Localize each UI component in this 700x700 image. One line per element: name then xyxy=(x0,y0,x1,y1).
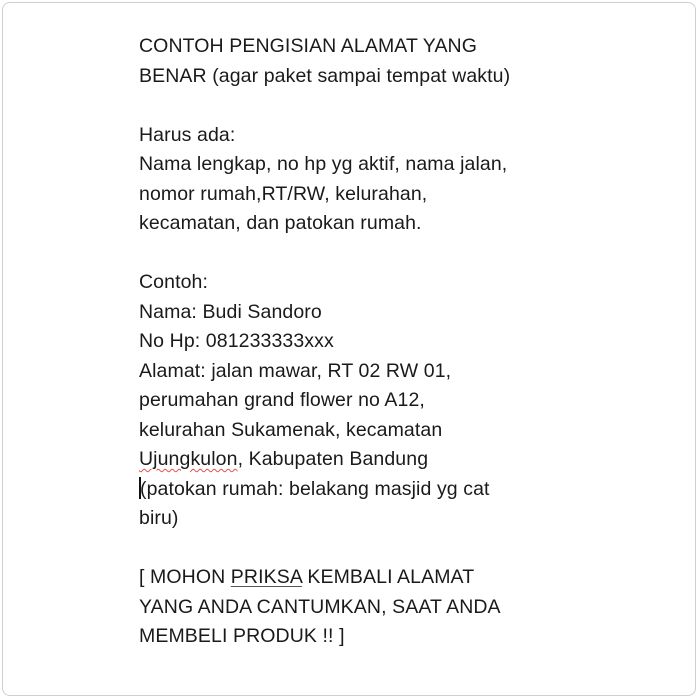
address-line-4 xyxy=(139,445,659,475)
spellcheck-word[interactable]: PRIKSA xyxy=(230,566,302,588)
address-line-1: Alamat: jalan mawar, RT 02 RW 01, xyxy=(139,359,452,382)
document-body[interactable] xyxy=(139,32,659,652)
title-line-1: CONTOH PENGISIAN ALAMAT YANG xyxy=(139,35,477,57)
blank-line xyxy=(139,91,659,121)
landmark-text: (patokan rumah: belakang masjid yg cat xyxy=(140,477,490,500)
address-line-2: perumahan grand flower no A12, xyxy=(139,389,425,411)
address-line-3: kelurahan Sukamenak, kecamatan xyxy=(139,418,443,441)
address-line-4-rest: , Kabupaten Bandung xyxy=(237,448,429,470)
blank-line xyxy=(139,534,659,564)
notice-line-3: MEMBELI PRODUK !! ] xyxy=(139,625,345,647)
landmark-line-1 xyxy=(139,475,659,505)
example-heading: Contoh: xyxy=(139,271,208,293)
notice-line-1-post: KEMBALI ALAMAT xyxy=(301,566,475,588)
example-name: Nama: Budi Sandoro xyxy=(139,300,322,323)
notice-line-1-pre: [ MOHON xyxy=(139,566,231,588)
landmark-line-2: biru) xyxy=(139,507,179,529)
title-line-2: BENAR (agar paket sampai tempat waktu) xyxy=(139,64,511,87)
blank-line xyxy=(139,239,659,269)
requirements-line-2: nomor rumah,RT/RW, kelurahan, xyxy=(139,182,428,205)
example-phone: No Hp: 081233333xxx xyxy=(139,330,334,352)
requirements-heading: Harus ada: xyxy=(139,123,236,146)
requirements-line-1: Nama lengkap, no hp yg aktif, nama jalan, xyxy=(139,153,508,175)
notice-line-2: YANG ANDA CANTUMKAN, SAAT ANDA xyxy=(139,595,501,618)
spellcheck-word[interactable]: Ujungkulon xyxy=(139,448,238,470)
requirements-line-3: kecamatan, dan patokan rumah. xyxy=(139,212,422,234)
notice-line-1 xyxy=(139,563,659,593)
